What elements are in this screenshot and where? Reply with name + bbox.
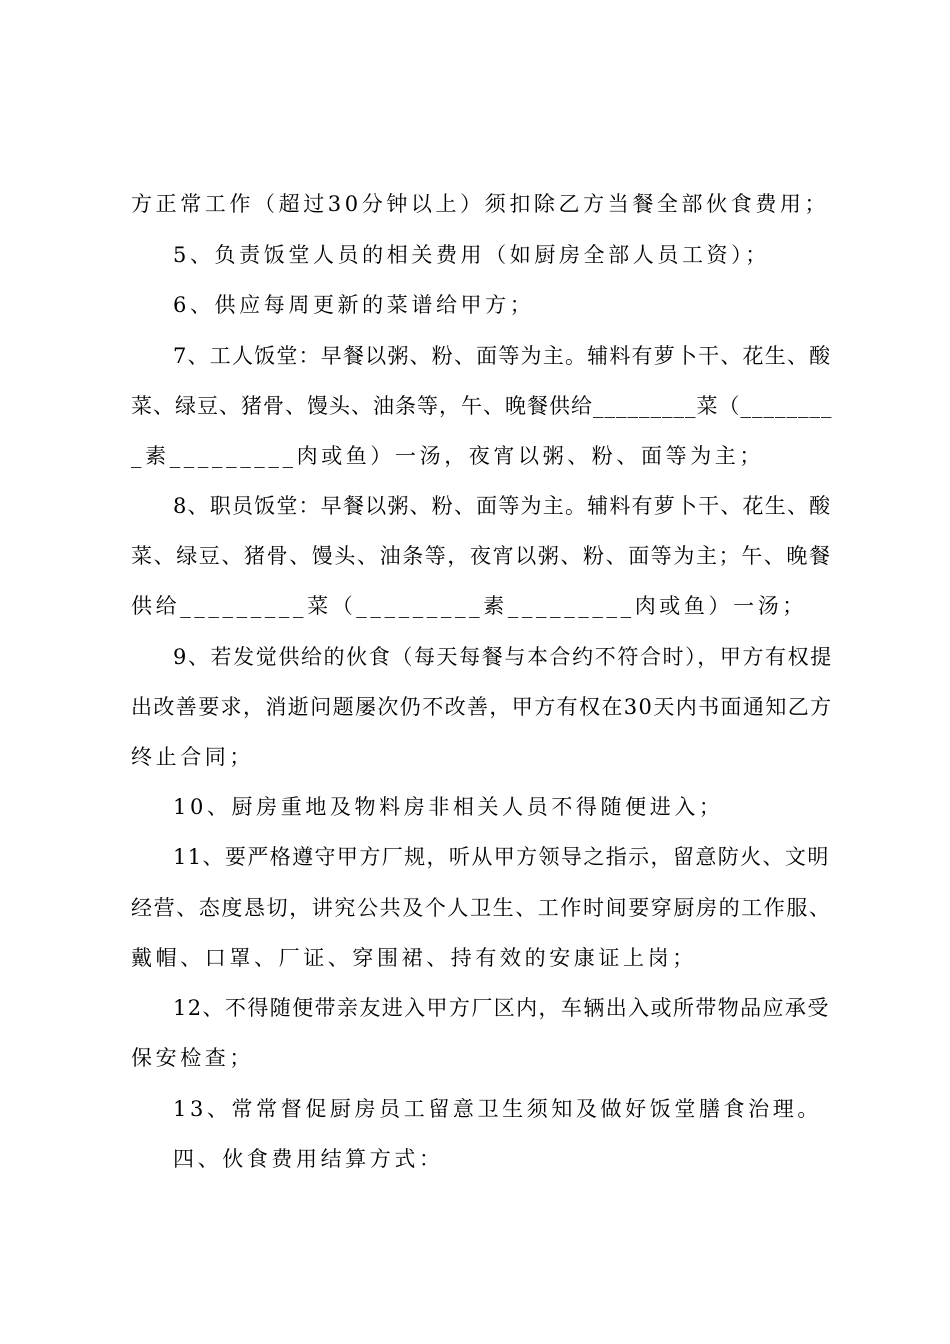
text-line: 保安检查； — [131, 1046, 254, 1070]
text-line: _素_________肉或鱼）一汤，夜宵以粥、粉、面等为主； — [131, 444, 764, 468]
text-line: 供给_________菜（_________素_________肉或鱼）一汤； — [131, 594, 807, 618]
text-line: 戴帽、口罩、厂证、穿围裙、持有效的安康证上岗； — [131, 946, 697, 970]
text-line: 8、职员饭堂：早餐以粥、粉、面等为主。辅料有萝卜干、花生、酸 — [173, 494, 832, 518]
text-line: 9、若发觉供给的伙食（每天每餐与本合约不符合时），甲方有权提 — [173, 645, 833, 669]
text-line: 方正常工作（超过30分钟以上）须扣除乙方当餐全部伙食费用； — [131, 192, 830, 216]
text-line: 出改善要求，消逝问题屡次仍不改善，甲方有权在30天内书面通知乙方 — [131, 695, 833, 719]
text-line: 终止合同； — [131, 745, 254, 769]
text-line: 菜、绿豆、猪骨、馒头、油条等，夜宵以粥、粉、面等为主；午、晚餐 — [131, 544, 832, 568]
text-line: 13、常常督促厨房员工留意卫生须知及做好饭堂膳食治理。 — [173, 1097, 822, 1121]
text-line: 5、负责饭堂人员的相关费用（如厨房全部人员工资）； — [173, 243, 770, 267]
text-line: 6、供应每周更新的菜谱给甲方； — [173, 293, 535, 317]
text-line: 经营、态度恳切，讲究公共及个人卫生、工作时间要穿厨房的工作服、 — [131, 896, 832, 920]
text-line: 10、厨房重地及物料房非相关人员不得随便进入； — [173, 795, 724, 819]
text-line: 菜、绿豆、猪骨、馒头、油条等，午、晚餐供给_________菜（________ — [131, 394, 833, 418]
text-line: 12、不得随便带亲友进入甲方厂区内，车辆出入或所带物品应承受 — [173, 996, 830, 1020]
section-heading: 四、伙食费用结算方式： — [173, 1147, 444, 1171]
text-line: 7、工人饭堂：早餐以粥、粉、面等为主。辅料有萝卜干、花生、酸 — [173, 344, 832, 368]
text-line: 11、要严格遵守甲方厂规，听从甲方领导之指示，留意防火、文明 — [173, 845, 830, 869]
